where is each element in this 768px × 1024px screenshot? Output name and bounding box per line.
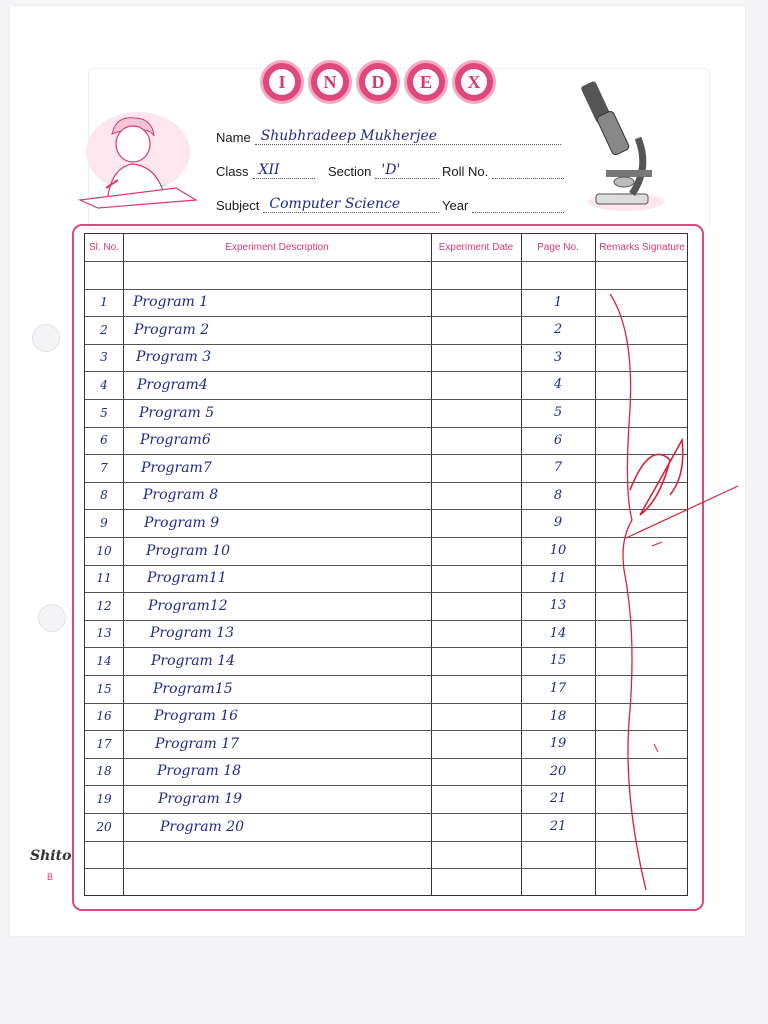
row-description: Program11 xyxy=(147,570,227,587)
row-page-no: 18 xyxy=(549,708,567,724)
class-label: Class xyxy=(216,164,249,179)
subject-label: Subject xyxy=(216,198,260,213)
row-description: Program 14 xyxy=(151,652,236,669)
row-sl-no: 8 xyxy=(100,488,108,503)
row-sl-no: 7 xyxy=(100,460,108,475)
row-page-no: 5 xyxy=(553,405,563,420)
row-sl-no: 18 xyxy=(96,764,112,779)
row-description: Program 1 xyxy=(133,294,209,311)
row-page-no: 20 xyxy=(549,763,567,779)
row-sl-no: 16 xyxy=(96,709,112,724)
row-sl-no: 6 xyxy=(100,433,108,448)
class-value: XII xyxy=(253,162,315,179)
section-label: Section xyxy=(328,164,372,179)
row-description: Program 19 xyxy=(158,790,243,807)
row-description: Program 9 xyxy=(144,514,220,531)
rollno-field xyxy=(442,162,564,179)
row-page-no: 10 xyxy=(549,543,567,558)
row-page-no: 21 xyxy=(549,791,567,807)
row-description: Program 3 xyxy=(136,349,212,366)
column-header-sl-no: Sl. No. xyxy=(88,242,119,253)
row-page-no: 6 xyxy=(553,432,563,448)
row-page-no: 13 xyxy=(549,598,567,614)
row-page-no: 2 xyxy=(553,322,563,338)
row-description: Program12 xyxy=(148,597,228,614)
row-description: Program15 xyxy=(153,680,233,697)
row-page-no: 7 xyxy=(553,460,563,476)
row-description: Program 2 xyxy=(134,321,210,338)
row-page-no: 14 xyxy=(549,625,567,641)
column-header-date: Experiment Date xyxy=(438,242,514,253)
signature-stamp xyxy=(590,290,740,890)
row-sl-no: 4 xyxy=(100,377,108,392)
row-description: Program 16 xyxy=(154,708,239,725)
row-description: Program 5 xyxy=(139,404,215,421)
index-letter: X xyxy=(452,60,496,104)
row-page-no: 19 xyxy=(549,736,567,752)
row-description: Program 10 xyxy=(146,542,231,559)
row-sl-no: 14 xyxy=(96,653,112,668)
publisher-code: B xyxy=(47,872,54,882)
row-description: Program 20 xyxy=(160,818,245,835)
column-header-description: Experiment Description xyxy=(225,242,329,253)
row-sl-no: 1 xyxy=(100,295,108,310)
microscope-illustration xyxy=(578,78,678,218)
row-page-no: 3 xyxy=(553,349,563,365)
name-label: Name xyxy=(216,130,251,145)
row-page-no: 21 xyxy=(549,819,567,834)
row-divider xyxy=(85,261,687,262)
column-header-remarks: Remarks Signature xyxy=(599,242,685,253)
row-description: Program 13 xyxy=(150,625,235,642)
row-description: Program7 xyxy=(141,459,212,476)
row-page-no: 1 xyxy=(553,294,563,310)
boy-writing-illustration xyxy=(72,108,202,212)
year-field xyxy=(442,196,564,213)
year-value xyxy=(472,196,564,213)
punch-hole xyxy=(38,604,66,632)
row-description: Program6 xyxy=(140,432,211,449)
row-sl-no: 5 xyxy=(100,405,108,420)
index-letter: N xyxy=(308,60,352,104)
rollno-label: Roll No. xyxy=(442,164,489,179)
row-description: Program4 xyxy=(137,376,208,393)
publisher-logo: Shito xyxy=(30,848,72,864)
rollno-value xyxy=(492,162,564,179)
punch-hole xyxy=(32,324,60,352)
row-page-no: 15 xyxy=(549,653,567,669)
year-label: Year xyxy=(442,198,469,213)
index-letter: D xyxy=(356,60,400,104)
name-field xyxy=(216,128,561,145)
row-description: Program 8 xyxy=(143,487,219,504)
section-field xyxy=(328,162,439,179)
name-value: Shubhradeep Mukherjee xyxy=(255,128,561,145)
subject-value: Computer Science xyxy=(263,196,439,213)
row-sl-no: 11 xyxy=(96,571,112,586)
row-description: Program 17 xyxy=(155,735,240,752)
row-sl-no: 12 xyxy=(96,598,112,613)
row-page-no: 17 xyxy=(549,681,567,696)
row-sl-no: 20 xyxy=(96,819,112,834)
row-sl-no: 3 xyxy=(100,350,108,365)
row-sl-no: 15 xyxy=(96,681,112,696)
row-sl-no: 17 xyxy=(96,736,112,751)
row-sl-no: 2 xyxy=(100,322,108,337)
row-page-no: 8 xyxy=(553,487,563,503)
index-letter: I xyxy=(260,60,304,104)
row-page-no: 4 xyxy=(553,377,563,393)
class-field xyxy=(216,162,315,179)
subject-field xyxy=(216,196,439,213)
index-title xyxy=(260,60,500,104)
row-page-no: 11 xyxy=(549,570,567,586)
row-description: Program 18 xyxy=(157,763,242,780)
index-letter: E xyxy=(404,60,448,104)
row-sl-no: 19 xyxy=(96,791,112,806)
row-sl-no: 10 xyxy=(96,543,112,558)
row-sl-no: 13 xyxy=(96,626,112,641)
row-page-no: 9 xyxy=(553,515,563,531)
section-value: 'D' xyxy=(375,162,439,179)
row-sl-no: 9 xyxy=(100,515,108,530)
column-header-page-no: Page No. xyxy=(537,242,579,253)
